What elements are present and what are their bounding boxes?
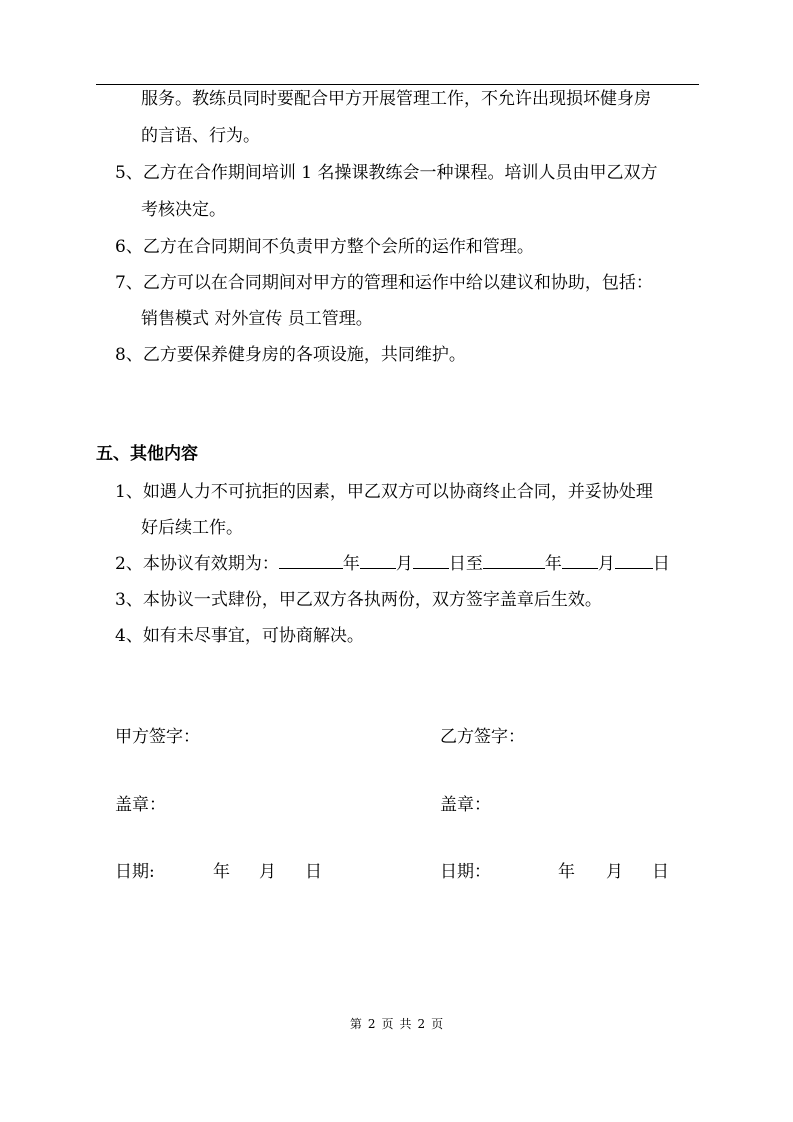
party-a-date-day: 日	[305, 862, 322, 882]
section-5-heading: 五、其他内容	[96, 444, 198, 464]
party-a-signature-label: 甲方签字：	[115, 727, 200, 747]
end-month-unit: 月	[597, 554, 615, 574]
header-rule	[96, 84, 699, 85]
footer-page-number: 2	[367, 1017, 376, 1031]
page-footer	[0, 1015, 793, 1032]
section5-clause-1-line-1: 1、如遇人力不可抗拒的因素，甲乙双方可以协商终止合同，并妥协处理	[115, 482, 653, 502]
party-a-seal-label: 盖章：	[115, 795, 166, 815]
end-year-unit: 年	[544, 554, 562, 574]
start-month-unit: 月	[395, 554, 413, 574]
footer-total-pages: 2	[417, 1017, 426, 1031]
end-day-unit: 日	[652, 554, 670, 574]
start-month-blank[interactable]	[360, 554, 396, 569]
validity-label: 2、本协议有效期为：	[115, 554, 279, 574]
end-year-blank[interactable]	[483, 554, 545, 569]
footer-page-unit: 页	[381, 1017, 394, 1031]
party-a-date-month: 月	[259, 862, 276, 882]
start-day-to: 日至	[448, 554, 483, 574]
section5-clause-1-line-2: 好后续工作。	[141, 518, 243, 538]
party-b-seal-label: 盖章：	[440, 795, 491, 815]
clause-7-line-1: 7、乙方可以在合同期间对甲方的管理和运作中给以建议和协助，包括：	[115, 273, 653, 293]
clause-8: 8、乙方要保养健身房的各项设施，共同维护。	[115, 345, 466, 365]
section4-text-line: 的言语、行为。	[141, 126, 260, 146]
end-day-blank[interactable]	[615, 554, 653, 569]
start-day-blank[interactable]	[413, 554, 449, 569]
clause-5-line-2: 考核决定。	[141, 200, 226, 220]
party-a-date-year: 年	[213, 862, 230, 882]
footer-prefix: 第	[349, 1017, 362, 1031]
party-b-date-day: 日	[652, 862, 669, 882]
section5-clause-4: 4、如有未尽事宜，可协商解决。	[115, 626, 364, 646]
start-year-unit: 年	[342, 554, 360, 574]
footer-total-label: 共	[399, 1017, 412, 1031]
party-b-date-month: 月	[606, 862, 623, 882]
clause-5-line-1: 5、乙方在合作期间培训 1 名操课教练会一种课程。培训人员由甲乙双方	[115, 163, 658, 183]
party-b-date-label: 日期：	[440, 862, 491, 882]
section4-text-line: 服务。教练员同时要配合甲方开展管理工作，不允许出现损坏健身房	[141, 89, 651, 109]
party-a-date-label: 日期:	[115, 862, 155, 882]
clause-7-line-2: 销售模式 对外宣传 员工管理。	[141, 309, 373, 329]
party-b-signature-label: 乙方签字：	[440, 727, 525, 747]
validity-period-line	[115, 554, 670, 574]
start-year-blank[interactable]	[279, 554, 343, 569]
footer-total-unit: 页	[431, 1017, 444, 1031]
clause-6: 6、乙方在合同期间不负责甲方整个会所的运作和管理。	[115, 237, 534, 257]
end-month-blank[interactable]	[562, 554, 598, 569]
section5-clause-3: 3、本协议一式肆份，甲乙双方各执两份，双方签字盖章后生效。	[115, 590, 602, 610]
party-b-date-year: 年	[558, 862, 575, 882]
